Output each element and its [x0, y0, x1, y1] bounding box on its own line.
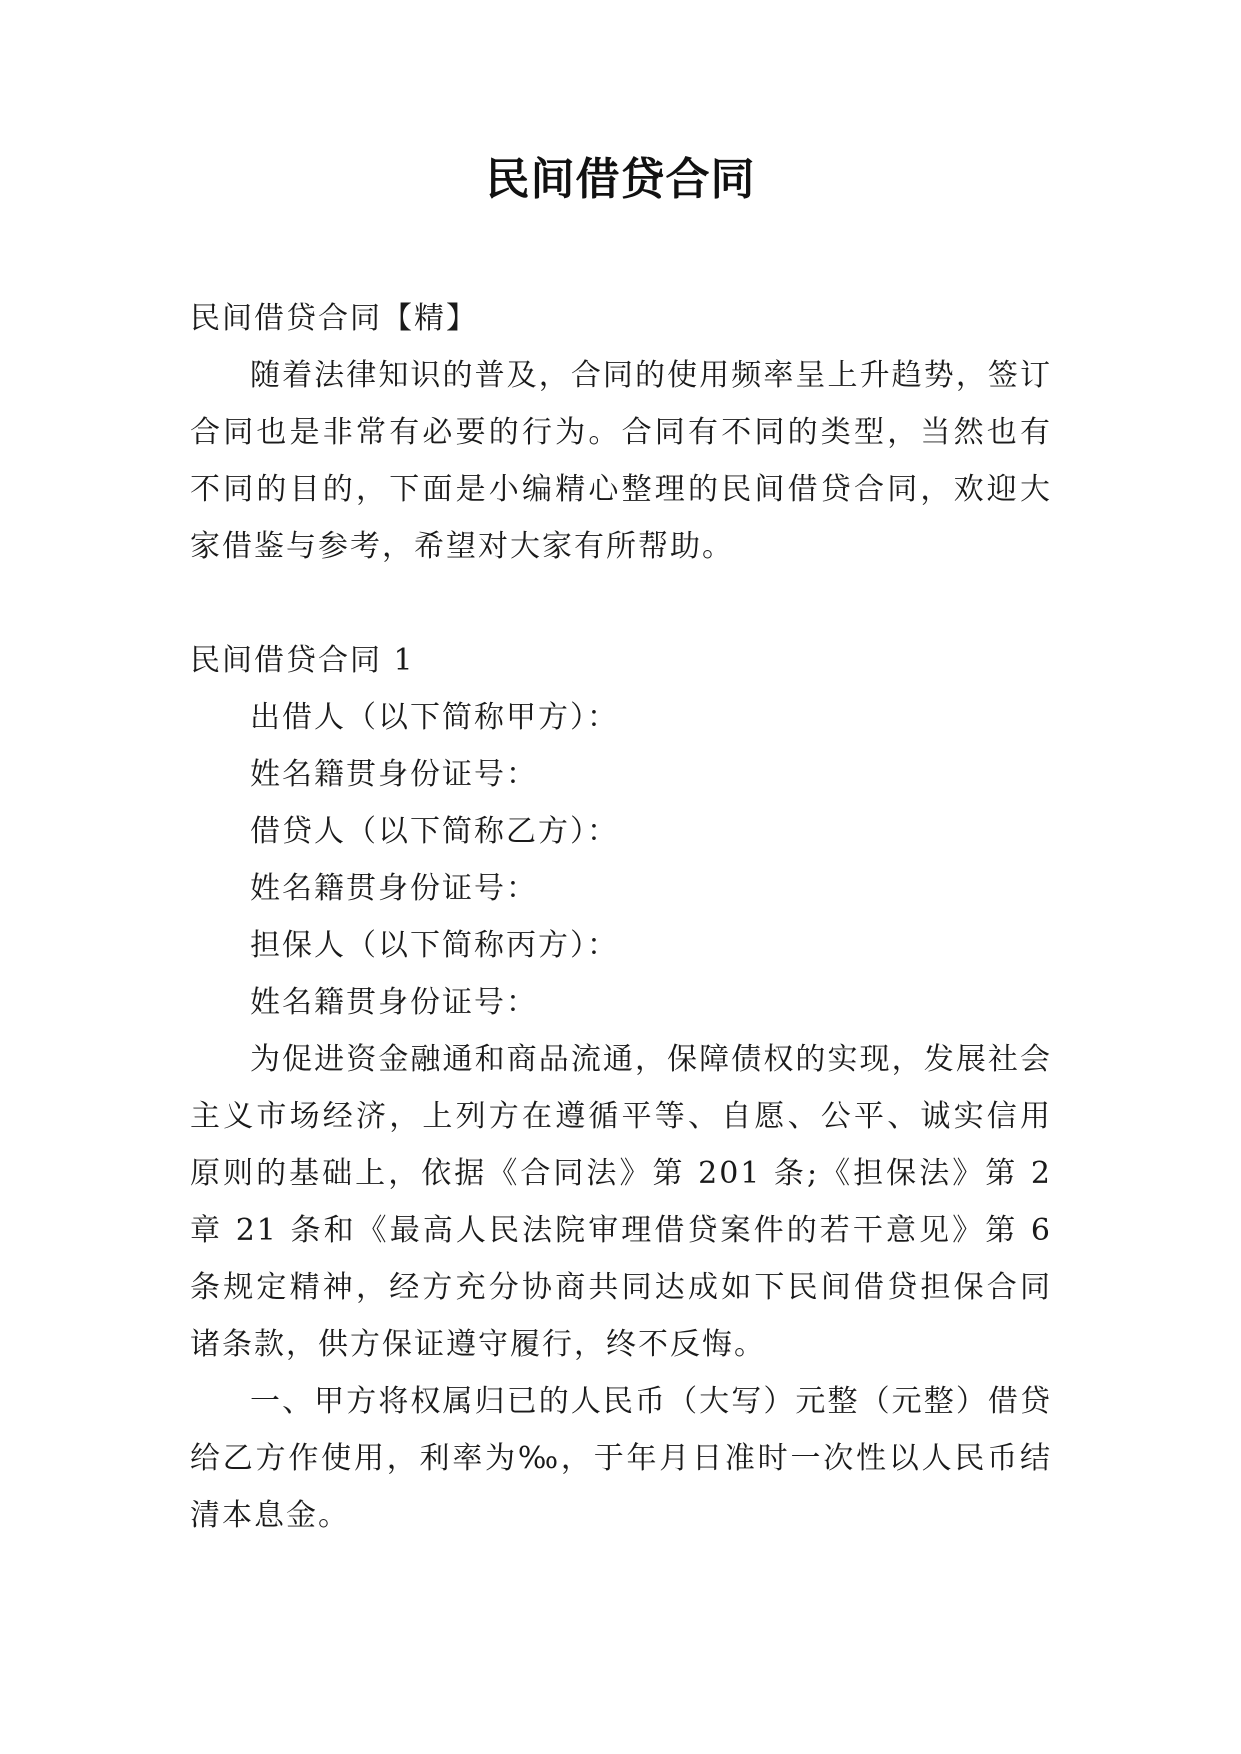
party-line-borrower: 借贷人（以下简称乙方）： — [250, 814, 619, 849]
party-line-lender-id: 姓名籍贯身份证号： — [250, 757, 538, 792]
document-title: 民间借贷合同 — [485, 154, 756, 205]
preamble-paragraph: 为促进资金融通和商品流通，保障债权的实现，发展社会主义市场经济，上列方在遵循平等、自愿、公平、诚实信用原则的基础上，依据《合同法》第 201 条;《担保法》第 2 章 21 条和《最高人民法院审理借贷案件的若干意见》第 6 条规定精神，经方充分协商共同达成如下民间借贷担保合同诸条款，供方保证遵守履行，终不反悔。 — [190, 1042, 1052, 1362]
party-line-borrower-id: 姓名籍贯身份证号： — [250, 871, 538, 906]
document-subtitle: 民间借贷合同【精】 — [190, 301, 478, 336]
intro-paragraph: 随着法律知识的普及，合同的使用频率呈上升趋势，签订合同也是非常有必要的行为。合同有不同的类型，当然也有不同的目的，下面是小编精心整理的民间借贷合同，欢迎大家借鉴与参考，希望对大家有所帮助。 — [190, 358, 1052, 564]
party-line-guarantor: 担保人（以下简称丙方）： — [250, 928, 619, 963]
party-line-lender: 出借人（以下简称甲方）： — [250, 700, 619, 735]
party-line-guarantor-id: 姓名籍贯身份证号： — [250, 985, 538, 1020]
document-body — [190, 290, 1052, 1544]
section-title: 民间借贷合同 1 — [190, 643, 415, 678]
clause-1-paragraph: 一、甲方将权属归已的人民币（大写）元整（元整）借贷给乙方作使用，利率为‰，于年月日准时一次性以人民币结清本息金。 — [190, 1384, 1052, 1533]
